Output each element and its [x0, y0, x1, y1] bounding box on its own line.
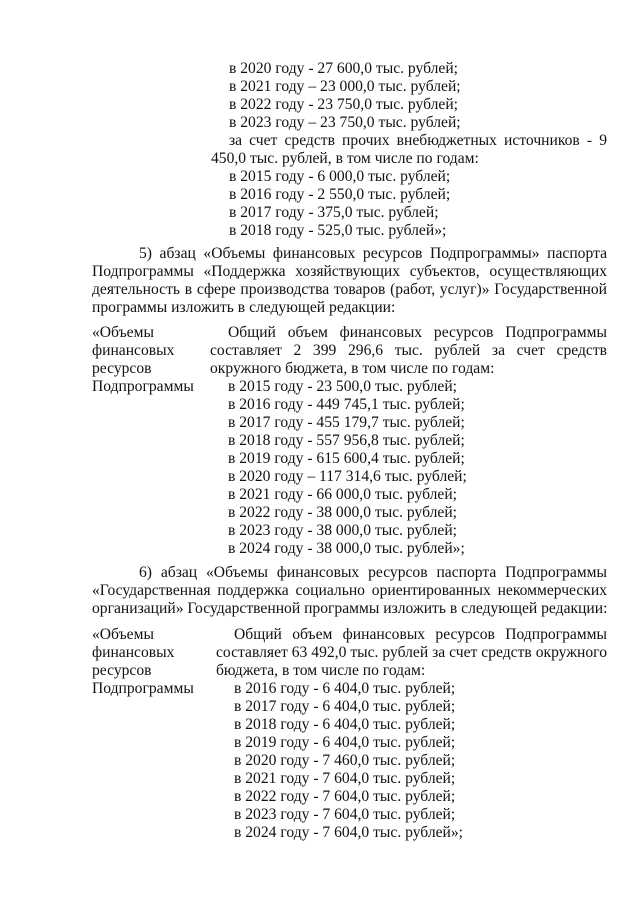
table-5-year: в 2020 году – 117 314,6 тыс. рублей;	[228, 468, 467, 485]
table-5-intro: Общий объем финансовых ресурсов Подпрограммы	[228, 324, 607, 341]
funding-line: в 2021 году – 23 000,0 тыс. рублей;	[229, 78, 461, 95]
table-6-year: в 2020 году - 7 460,0 тыс. рублей;	[234, 752, 456, 769]
table-6-year: в 2021 году - 7 604,0 тыс. рублей;	[234, 770, 456, 787]
table-6-year: в 2022 году - 7 604,0 тыс. рублей;	[234, 788, 456, 805]
table-6-year: в 2016 году - 6 404,0 тыс. рублей;	[234, 680, 456, 697]
table-6-year: в 2018 году - 6 404,0 тыс. рублей;	[234, 716, 456, 733]
funding-line: в 2017 году - 375,0 тыс. рублей;	[229, 204, 439, 221]
funding-line: в 2022 году - 23 750,0 тыс. рублей;	[229, 96, 459, 113]
other-sources-line: за счет средств прочих внебюджетных источников - 9	[229, 132, 607, 149]
table-5-label: Подпрограммы	[92, 378, 194, 395]
table-6-intro: Общий объем финансовых ресурсов Подпрограммы	[234, 626, 607, 643]
paragraph-5-line: 5) абзац «Объемы финансовых ресурсов Подпрограммы» паспорта	[139, 245, 607, 262]
table-5-label: ресурсов	[92, 360, 152, 377]
table-5-year: в 2018 году - 557 956,8 тыс. рублей;	[228, 432, 465, 449]
paragraph-5-line: программы изложить в следующей редакции:	[92, 299, 396, 316]
table-6-intro: бюджета, в том числе по годам:	[216, 662, 426, 679]
table-6-year: в 2023 году - 7 604,0 тыс. рублей;	[234, 806, 456, 823]
funding-line: в 2015 году - 6 000,0 тыс. рублей;	[229, 168, 451, 185]
table-5-year: в 2016 году - 449 745,1 тыс. рублей;	[228, 396, 465, 413]
table-6-label: Подпрограммы	[92, 680, 194, 697]
table-6-intro: составляет 63 492,0 тыс. рублей за счет средств окружного	[216, 644, 607, 661]
table-6-label: финансовых	[92, 644, 175, 661]
table-6-year: в 2024 году - 7 604,0 тыс. рублей»;	[234, 824, 464, 841]
table-5-year: в 2024 году - 38 000,0 тыс. рублей»;	[228, 540, 465, 557]
table-5-year: в 2023 году - 38 000,0 тыс. рублей;	[228, 522, 458, 539]
table-5-year: в 2022 году - 38 000,0 тыс. рублей;	[228, 504, 458, 521]
other-sources-line: 450,0 тыс. рублей, в том числе по годам:	[211, 150, 479, 167]
table-5-intro: составляет 2 399 296,6 тыс. рублей за счет средств	[210, 342, 607, 359]
funding-line: в 2018 году - 525,0 тыс. рублей»;	[229, 222, 447, 239]
funding-line: в 2020 году - 27 600,0 тыс. рублей;	[229, 60, 459, 77]
table-5-label: финансовых	[92, 342, 175, 359]
table-6-label: ресурсов	[92, 662, 152, 679]
table-6-year: в 2019 году - 6 404,0 тыс. рублей;	[234, 734, 456, 751]
table-5-year: в 2019 году - 615 600,4 тыс. рублей;	[228, 450, 465, 467]
table-5-label: «Объемы	[92, 324, 154, 341]
paragraph-6-line: организаций» Государственной программы изложить в следующей редакции:	[92, 600, 608, 617]
paragraph-6-line: 6) абзац «Объемы финансовых ресурсов паспорта Подпрограммы	[139, 564, 607, 581]
table-6-label: «Объемы	[92, 626, 154, 643]
table-5-intro: окружного бюджета, в том числе по годам:	[210, 360, 495, 377]
funding-line: в 2016 году - 2 550,0 тыс. рублей;	[229, 186, 451, 203]
table-5-year: в 2021 году - 66 000,0 тыс. рублей;	[228, 486, 458, 503]
paragraph-6-line: «Государственная поддержка социально ориентированных некоммерческих	[92, 582, 607, 599]
table-5-year: в 2017 году - 455 179,7 тыс. рублей;	[228, 414, 465, 431]
paragraph-5-line: деятельность в сфере производства товаров (работ, услуг)» Государственной	[92, 281, 607, 298]
funding-line: в 2023 году – 23 750,0 тыс. рублей;	[229, 114, 461, 131]
paragraph-5-line: Подпрограммы «Поддержка хозяйствующих субъектов, осуществляющих	[92, 263, 607, 280]
table-5-year: в 2015 году - 23 500,0 тыс. рублей;	[228, 378, 458, 395]
table-6-year: в 2017 году - 6 404,0 тыс. рублей;	[234, 698, 456, 715]
